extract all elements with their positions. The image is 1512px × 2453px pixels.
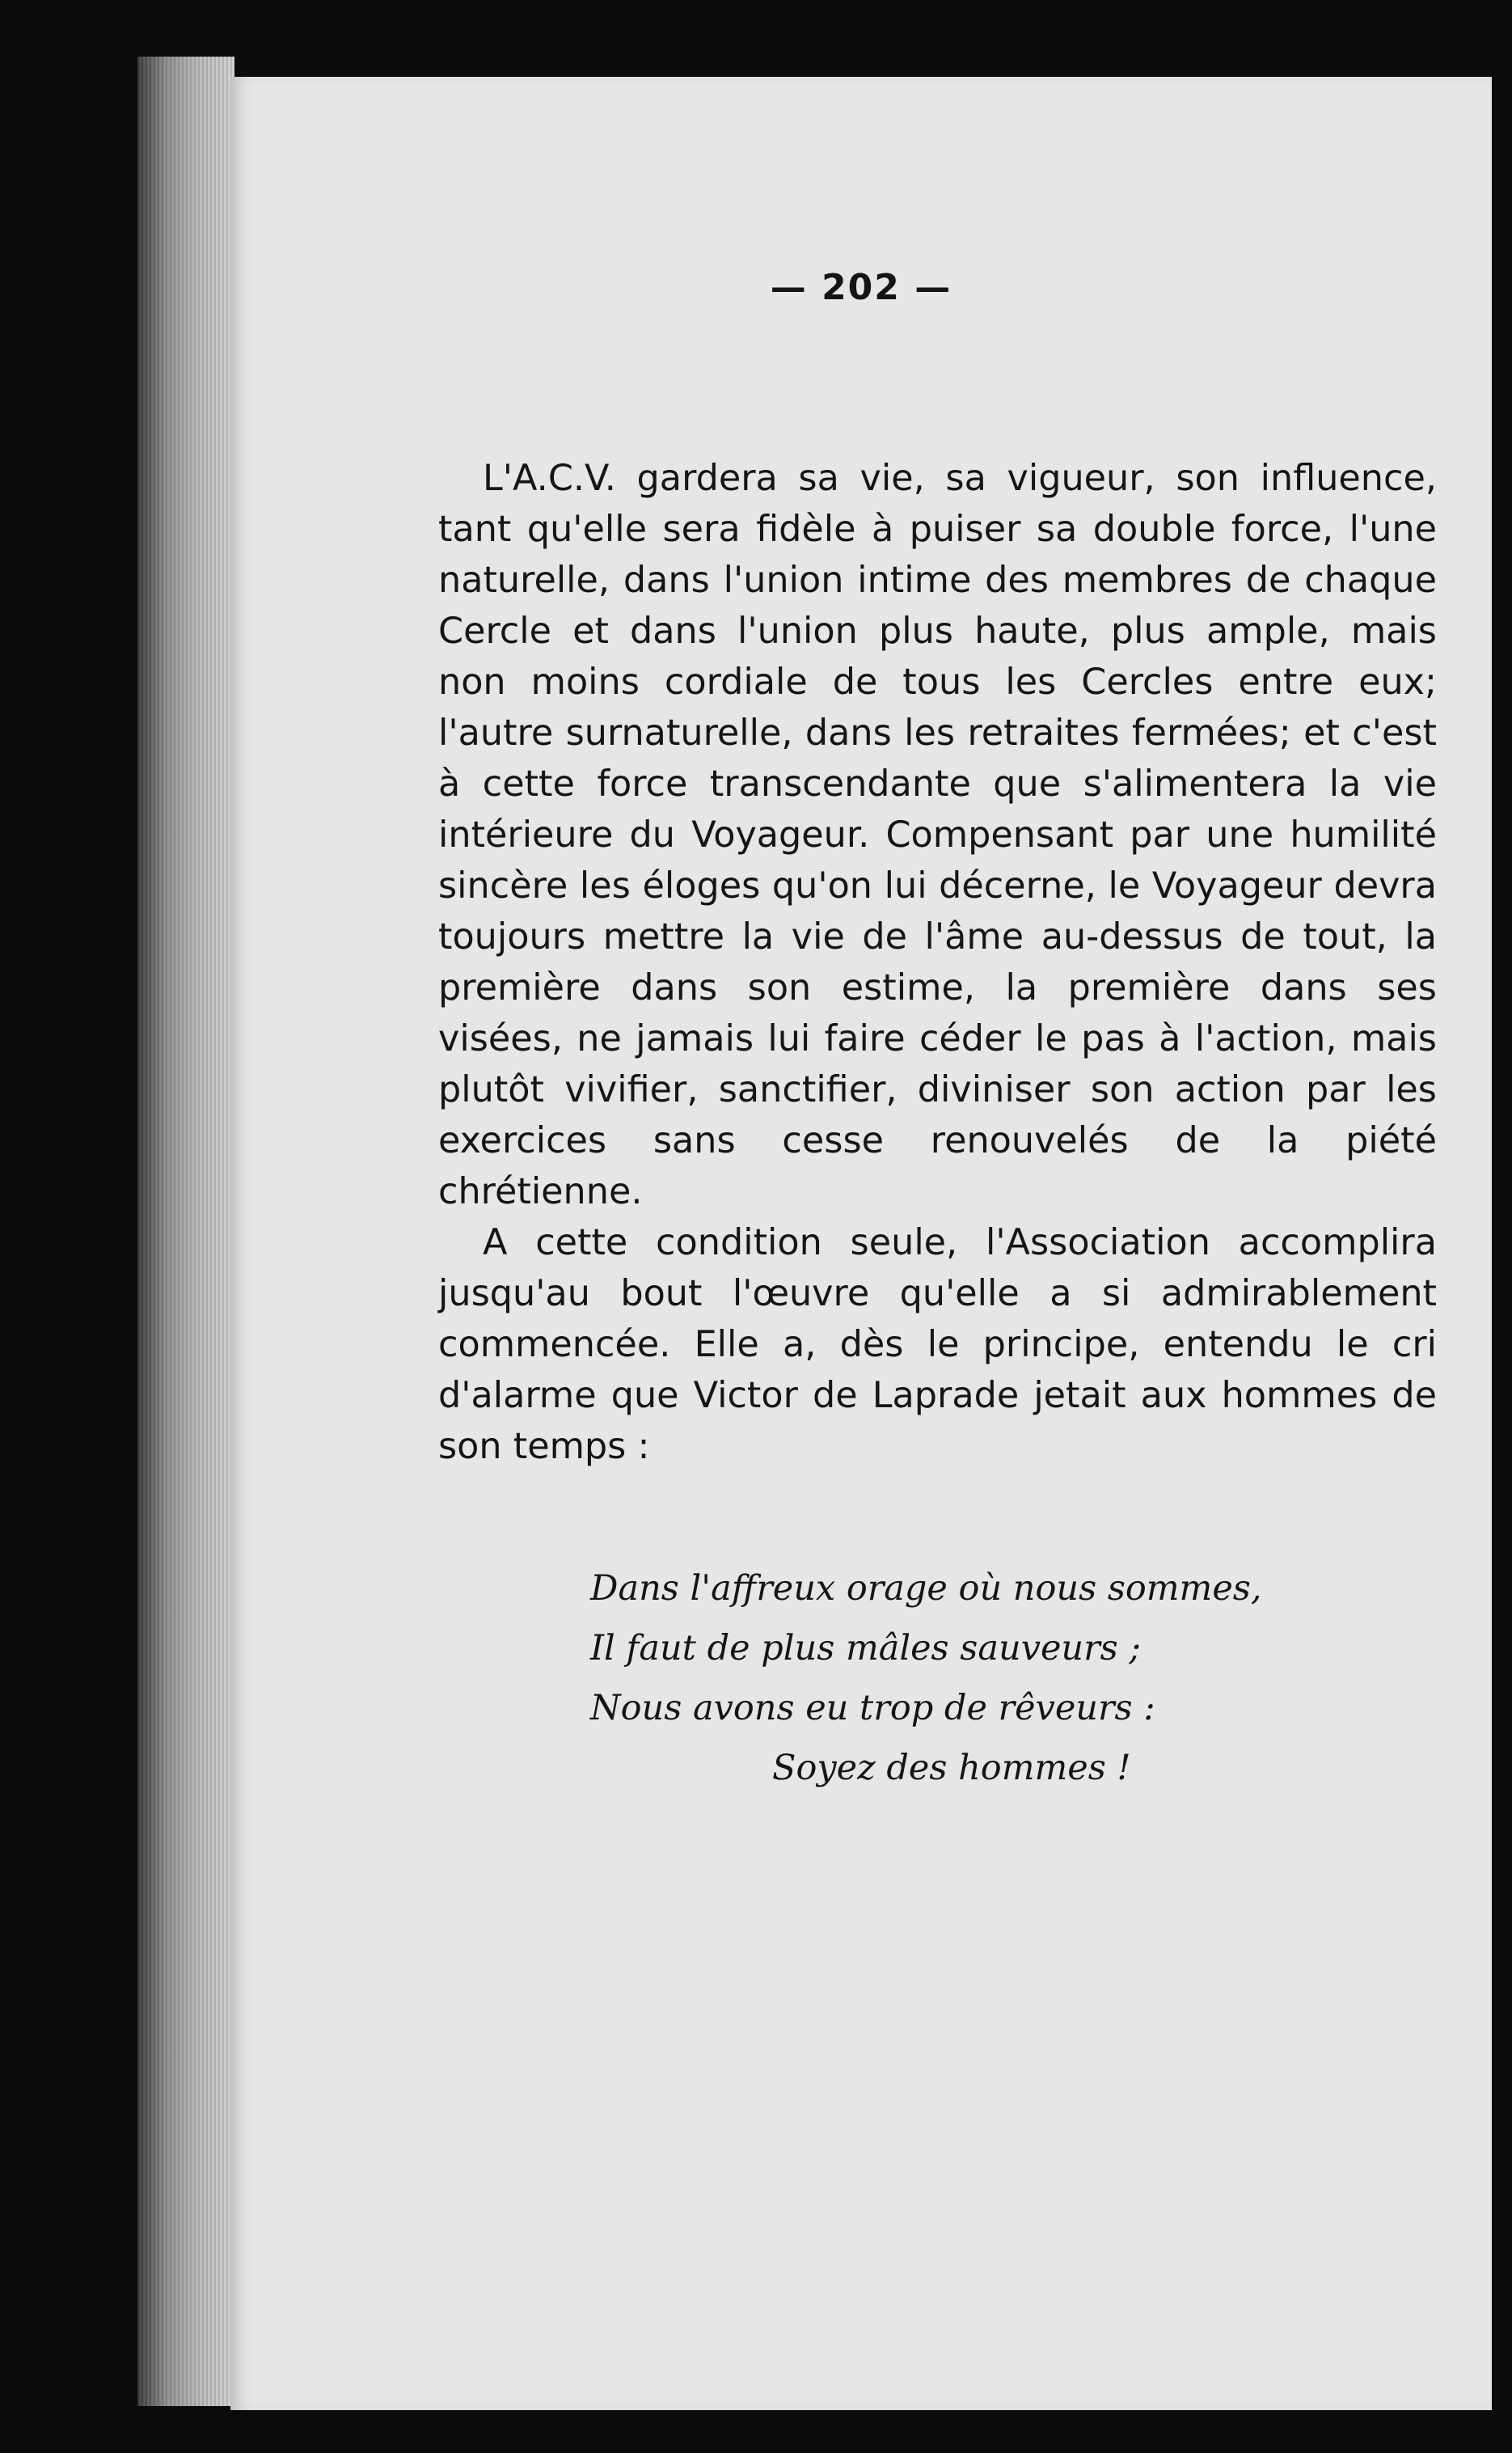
paragraph: A cette condition seule, l'Association accomplira jusqu'au bout l'œuvre qu'elle a si admirablement commencée. Elle a, dès le principe, entendu le cri d'alarme que Victor de Laprade jetait aux hommes de son temps : [438, 1222, 1437, 1467]
poem-line: Soyez des hommes ! [772, 1748, 1131, 1788]
paragraph: L'A.C.V. gardera sa vie, sa vigueur, son influence, tant qu'elle sera fidèle à puiser sa double force, l'une naturelle, dans l'union intime des membres de chaque Cercle et dans l'union plus haute, plus ample, mais non moins cordiale de tous les Cercles entre eux; l'autre surnaturelle, dans les retraites fermées; et c'est à cette force transcendante que s'alimentera la vie intérieure du Voyageur. Compensant par une humilité sincère les éloges qu'on lui décerne, le Voyageur devra toujours mettre la vie de l'âme au-dessus de tout, la première dans son estime, la première dans ses visées, ne jamais lui faire céder le pas à l'action, mais plutôt vivifier, sanctifier, diviniser son action par les exercices sans cesse renouvelés de la piété chrétienne. [438, 458, 1437, 1212]
book-page [230, 77, 1492, 2410]
page-number: — 202 — [770, 267, 952, 308]
body-text [438, 453, 1437, 1472]
book-spine [137, 57, 234, 2406]
poem-line: Il faut de plus mâles sauveurs ; [590, 1628, 1141, 1668]
poem-line: Dans l'affreux orage où nous sommes, [590, 1568, 1262, 1609]
poem-line: Nous avons eu trop de rêveurs : [590, 1688, 1155, 1728]
poem-quote [590, 1559, 1399, 1798]
